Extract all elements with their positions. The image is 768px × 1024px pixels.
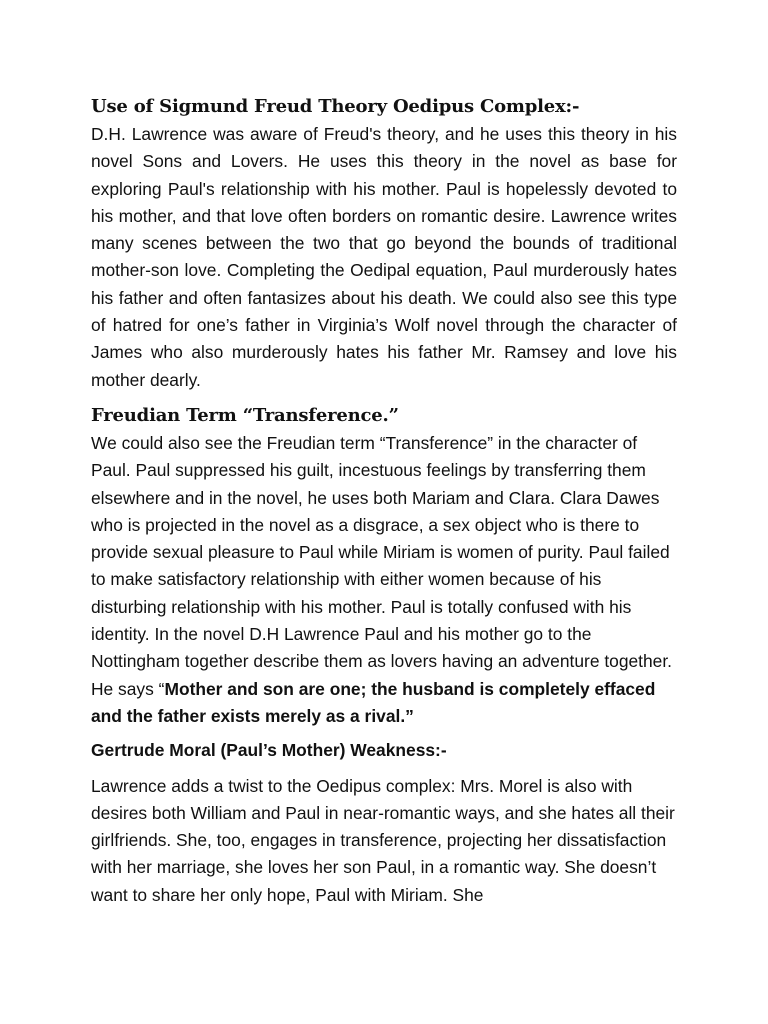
document-page — [91, 93, 677, 909]
section-heading-transference: Freudian Term “Transference.” — [91, 404, 399, 426]
section-heading-oedipus: Use of Sigmund Freud Theory Oedipus Complex:- — [91, 96, 580, 117]
bold-quote: Mother and son are one; the husband is completely effaced and the father exists merely as a rival.” — [91, 678, 656, 726]
paragraph-transference — [91, 430, 677, 730]
section-heading-gertrude: Gertrude Moral (Paul’s Mother) Weakness:- — [91, 740, 447, 761]
paragraph-transference-text: We could also see the Freudian term “Transference” in the character of Paul. Paul suppressed his guilt, incestuous feelings by transferring them elsewhere and in the novel, he uses both Mariam and Clara. Clara Dawes who is projected in the novel as a disgrace, a sex object who is there to provide sexual pleasure to Paul while Miriam is women of purity. Paul failed to make satisfactory relationship with either women because of his disturbing relationship with his mother. Paul is totally confused with his identity. In the novel D.H Lawrence Paul and his mother go to the Nottingham together describe them as lovers having an adventure together. He says “ — [91, 432, 673, 699]
paragraph-oedipus: D.H. Lawrence was aware of Freud's theory, and he uses this theory in his novel Sons and Lovers. He uses this theory in the novel as base for exploring Paul's relationship with his mother. Paul is hopelessly devoted to his mother, and that love often borders on romantic desire. Lawrence writes many scenes between the two that go beyond the bounds of traditional mother-son love. Completing the Oedipal equation, Paul murderously hates his father and often fantasizes about his death. We could also see this type of hatred for one’s father in Virginia’s Wolf novel through the character of James who also murderously hates his father Mr. Ramsey and love his mother dearly. — [91, 124, 677, 390]
paragraph-gertrude: Lawrence adds a twist to the Oedipus complex: Mrs. Morel is also with desires both William and Paul in near-romantic ways, and she hates all their girlfriends. She, too, engages in transference, projecting her dissatisfaction with her marriage, she loves her son Paul, in a romantic way. She doesn’t want to share her only hope, Paul with Miriam. She — [91, 775, 675, 905]
